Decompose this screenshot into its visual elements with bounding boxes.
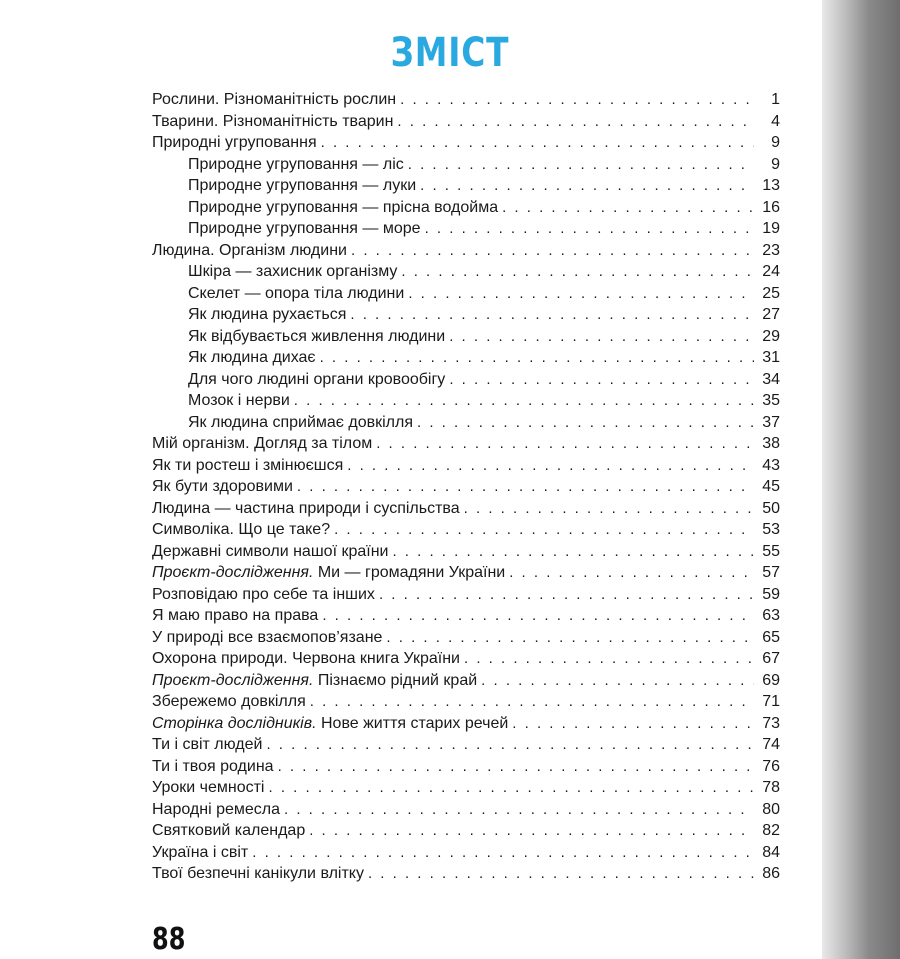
toc-entry-title xyxy=(188,326,445,348)
toc-entry-title xyxy=(188,347,316,369)
toc-entry-text: Рослини. Різноманітність рослин xyxy=(152,91,397,108)
toc-entry[interactable] xyxy=(152,283,780,305)
toc-entry-title xyxy=(152,756,274,778)
toc-entry-title xyxy=(188,283,404,305)
toc-entry-text: Ти і твоя родина xyxy=(152,757,274,775)
toc-entry[interactable] xyxy=(152,347,780,369)
toc-entry-text: Як людина дихає xyxy=(188,349,316,366)
dot-leader xyxy=(376,433,754,455)
toc-entry-page: 84 xyxy=(762,843,780,861)
toc-entry-prefix: Проєкт-дослідження. xyxy=(152,564,314,581)
toc-entry-prefix: Сторінка дослідників. xyxy=(152,714,317,732)
toc-entry[interactable] xyxy=(152,132,780,154)
toc-entry-page: 23 xyxy=(762,241,780,259)
dot-leader xyxy=(464,498,754,520)
toc-entry-title xyxy=(152,240,347,262)
toc-entry-page: 16 xyxy=(762,198,780,216)
toc-entry[interactable] xyxy=(152,390,780,412)
toc-entry[interactable] xyxy=(152,562,780,584)
toc-entry-title xyxy=(152,541,388,563)
toc-entry-text: Природне угруповання — море xyxy=(188,220,421,237)
toc-entry-text: Мозок і нерви xyxy=(188,392,290,409)
toc-entry-text: Символіка. Що це таке? xyxy=(152,521,331,538)
toc-entry-title xyxy=(152,605,318,627)
toc-entry-title xyxy=(152,111,393,133)
toc-entry-title xyxy=(152,777,264,799)
toc-entry-title xyxy=(152,713,508,735)
toc-entry-page: 35 xyxy=(762,392,780,409)
dot-leader xyxy=(284,799,754,821)
toc-entry[interactable] xyxy=(152,412,780,434)
toc-entry-text: Як ти ростеш і змінюєшся xyxy=(152,456,344,474)
toc-entry-title xyxy=(188,304,346,326)
toc-entry-page: 38 xyxy=(762,435,780,452)
dot-leader xyxy=(464,648,754,670)
toc-entry-title xyxy=(188,369,445,391)
toc-entry-text: Скелет — опора тіла людини xyxy=(188,284,405,302)
toc-entry[interactable] xyxy=(152,777,780,799)
dot-leader xyxy=(509,562,754,584)
toc-entry-page: 78 xyxy=(762,779,780,796)
dot-leader xyxy=(401,261,754,283)
toc-entry-text: Людина — частина природи і суспільства xyxy=(152,499,460,517)
toc-entry-text: У природі все взаємопов’язане xyxy=(152,628,383,646)
toc-entry-page: 57 xyxy=(762,564,780,581)
dot-leader xyxy=(297,476,754,498)
toc-entry[interactable] xyxy=(152,218,780,240)
toc-entry-text: Природні угруповання xyxy=(152,134,317,151)
dot-leader xyxy=(397,111,754,133)
toc-entry-title xyxy=(188,218,421,240)
toc-entry-page: 63 xyxy=(762,607,780,624)
toc-entry-page: 31 xyxy=(762,349,780,366)
toc-entry[interactable] xyxy=(152,541,780,563)
dot-leader xyxy=(502,197,754,219)
toc-entry-title xyxy=(152,691,306,713)
toc-entry-page: 13 xyxy=(762,177,780,194)
toc-entry-title xyxy=(152,476,293,498)
toc-entry-text: Як відбувається живлення людини xyxy=(188,327,446,345)
toc-entry-text: Твої безпечні канікули влітку xyxy=(152,865,364,882)
toc-entry[interactable] xyxy=(152,433,780,455)
dot-leader xyxy=(350,304,754,326)
toc-entry-title xyxy=(152,799,280,821)
toc-entry-title xyxy=(152,734,262,756)
toc-entry-page: 69 xyxy=(762,671,780,689)
toc-entry-page: 19 xyxy=(762,220,780,237)
toc-entry-title xyxy=(188,175,416,197)
toc-entry-page: 53 xyxy=(762,521,780,538)
toc-entry-title xyxy=(152,863,364,885)
toc-entry[interactable] xyxy=(152,820,780,842)
dot-leader xyxy=(268,777,754,799)
toc-entry-page: 59 xyxy=(762,585,780,603)
toc-entry[interactable] xyxy=(152,304,780,326)
toc-entry-title xyxy=(152,562,505,584)
toc-entry[interactable] xyxy=(152,627,780,649)
toc-entry-page: 55 xyxy=(762,542,780,560)
toc-entry[interactable] xyxy=(152,648,780,670)
toc-entry[interactable] xyxy=(152,842,780,864)
toc-entry-text: Україна і світ xyxy=(152,843,249,861)
toc-entry-prefix: Проєкт-дослідження. xyxy=(152,671,314,689)
table-of-contents xyxy=(152,89,780,885)
toc-entry[interactable] xyxy=(152,863,780,885)
dot-leader xyxy=(309,820,754,842)
toc-entry-text: Як людина сприймає довкілля xyxy=(188,413,414,431)
dot-leader xyxy=(392,541,754,563)
dot-leader xyxy=(420,175,754,197)
dot-leader xyxy=(417,412,754,434)
toc-entry-title xyxy=(188,390,290,412)
toc-entry[interactable] xyxy=(152,326,780,348)
toc-entry[interactable] xyxy=(152,476,780,498)
dot-leader xyxy=(425,218,754,240)
toc-entry[interactable] xyxy=(152,197,780,219)
toc-entry-text: Людина. Організм людини xyxy=(152,241,347,259)
dot-leader xyxy=(266,734,754,756)
toc-entry-text: Уроки чемності xyxy=(152,779,265,796)
toc-entry-page: 34 xyxy=(762,370,780,388)
toc-entry[interactable] xyxy=(152,261,780,283)
toc-entry[interactable] xyxy=(152,713,780,735)
dot-leader xyxy=(334,519,754,541)
toc-entry[interactable] xyxy=(152,799,780,821)
toc-entry-text: Для чого людині органи кровообігу xyxy=(188,370,446,388)
toc-entry-text: Нове життя старих речей xyxy=(320,714,509,732)
toc-entry-page: 86 xyxy=(762,865,780,882)
dot-leader xyxy=(449,326,754,348)
toc-entry-text: Природне угруповання — ліс xyxy=(188,155,404,173)
toc-entry-page: 24 xyxy=(762,263,780,280)
toc-entry-title xyxy=(152,519,330,541)
toc-entry-text: Пізнаємо рідний край xyxy=(317,671,478,689)
dot-leader xyxy=(310,691,754,713)
dot-leader xyxy=(512,713,754,735)
dot-leader xyxy=(386,627,754,649)
dot-leader xyxy=(481,670,754,692)
toc-entry-text: Шкіра — захисник організму xyxy=(188,263,398,280)
toc-entry-text: Тварини. Різноманітність тварин xyxy=(152,112,394,130)
toc-entry-text: Ми — громадяни України xyxy=(317,564,506,581)
toc-entry-title xyxy=(152,648,460,670)
toc-entry-title xyxy=(152,433,372,455)
toc-entry-title xyxy=(152,842,248,864)
toc-entry-page: 71 xyxy=(762,693,780,710)
toc-entry-text: Мій організм. Догляд за тілом xyxy=(152,435,373,452)
dot-leader xyxy=(351,240,754,262)
dot-leader xyxy=(408,283,754,305)
toc-entry-text: Збережемо довкілля xyxy=(152,693,306,710)
toc-entry-page: 50 xyxy=(762,499,780,517)
toc-entry-text: Державні символи нашої країни xyxy=(152,542,389,560)
toc-entry[interactable] xyxy=(152,175,780,197)
toc-entry-page: 80 xyxy=(762,800,780,818)
dot-leader xyxy=(294,390,754,412)
toc-entry[interactable] xyxy=(152,670,780,692)
toc-entry-title xyxy=(152,132,317,154)
toc-entry[interactable] xyxy=(152,519,780,541)
toc-entry-page: 9 xyxy=(771,155,780,173)
toc-entry[interactable] xyxy=(152,605,780,627)
toc-entry[interactable] xyxy=(152,89,780,111)
toc-entry-page: 76 xyxy=(762,757,780,775)
dot-leader xyxy=(321,132,754,154)
toc-entry[interactable] xyxy=(152,240,780,262)
toc-entry[interactable] xyxy=(152,455,780,477)
toc-entry-title xyxy=(152,820,305,842)
toc-entry[interactable] xyxy=(152,584,780,606)
toc-entry-page: 1 xyxy=(771,91,780,108)
page-title: ЗМІСТ xyxy=(390,30,510,76)
dot-leader xyxy=(400,89,754,111)
dot-leader xyxy=(449,369,754,391)
dot-leader xyxy=(379,584,754,606)
toc-entry-title xyxy=(152,584,375,606)
toc-entry-page: 65 xyxy=(762,628,780,646)
toc-entry-page: 82 xyxy=(762,822,780,839)
toc-entry-page: 45 xyxy=(762,478,780,495)
toc-entry-text: Охорона природи. Червона книга України xyxy=(152,650,460,667)
toc-entry-page: 43 xyxy=(762,456,780,474)
toc-entry-title xyxy=(188,197,498,219)
toc-entry-title xyxy=(188,412,413,434)
toc-entry[interactable] xyxy=(152,498,780,520)
toc-entry-page: 25 xyxy=(762,284,780,302)
toc-entry[interactable] xyxy=(152,734,780,756)
toc-entry-page: 29 xyxy=(762,327,780,345)
toc-entry-title xyxy=(188,261,397,283)
page-edge-shadow xyxy=(822,0,900,959)
toc-entry-page: 9 xyxy=(771,134,780,151)
toc-entry-text: Як бути здоровими xyxy=(152,478,293,495)
toc-entry-page: 67 xyxy=(762,650,780,667)
toc-entry-text: Природне угруповання — луки xyxy=(188,177,417,194)
toc-entry-text: Ти і світ людей xyxy=(152,736,263,753)
dot-leader xyxy=(320,347,754,369)
toc-entry-title xyxy=(152,670,477,692)
toc-entry[interactable] xyxy=(152,756,780,778)
dot-leader xyxy=(368,863,754,885)
page-number: 88 xyxy=(152,922,186,957)
dot-leader xyxy=(278,756,754,778)
toc-entry-page: 4 xyxy=(771,112,780,130)
toc-entry-title xyxy=(188,154,404,176)
dot-leader xyxy=(322,605,754,627)
toc-entry[interactable] xyxy=(152,369,780,391)
dot-leader xyxy=(252,842,754,864)
toc-entry-text: Як людина рухається xyxy=(188,306,347,323)
toc-entry-title xyxy=(152,89,396,111)
toc-entry-title xyxy=(152,627,382,649)
toc-entry-title xyxy=(152,455,343,477)
toc-entry-page: 37 xyxy=(762,413,780,431)
toc-entry-text: Я маю право на права xyxy=(152,607,319,624)
toc-entry-page: 27 xyxy=(762,306,780,323)
toc-entry-page: 74 xyxy=(762,736,780,753)
toc-entry-text: Народні ремесла xyxy=(152,800,280,818)
toc-entry-text: Святковий календар xyxy=(152,822,306,839)
toc-entry[interactable] xyxy=(152,154,780,176)
dot-leader xyxy=(408,154,754,176)
toc-entry-text: Природне угруповання — прісна водойма xyxy=(188,198,499,216)
toc-entry[interactable] xyxy=(152,111,780,133)
toc-entry-title xyxy=(152,498,460,520)
toc-entry-text: Розповідаю про себе та інших xyxy=(152,585,375,603)
toc-entry-page: 73 xyxy=(762,714,780,732)
toc-entry[interactable] xyxy=(152,691,780,713)
dot-leader xyxy=(347,455,754,477)
